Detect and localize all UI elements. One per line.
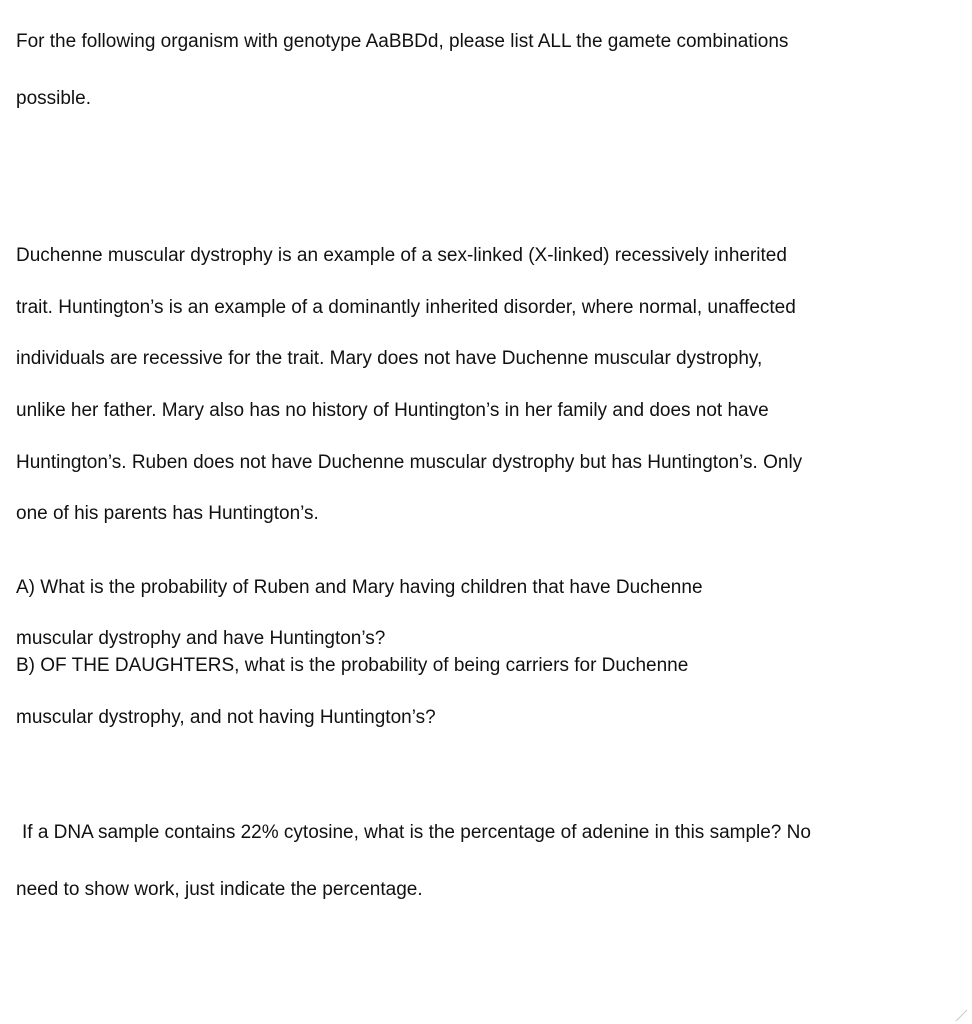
question-2-paragraph-line-1: Duchenne muscular dystrophy is an example of a sex-linked (X-linked) recessively inherited [16,245,787,266]
question-3-line-1: If a DNA sample contains 22% cytosine, what is the percentage of adenine in this sample? No [22,822,811,843]
question-3-line-2: need to show work, just indicate the percentage. [16,879,423,900]
question-2-paragraph-line-2: trait. Huntington’s is an example of a dominantly inherited disorder, where normal, unaffected [16,297,796,318]
resize-handle-icon [954,1008,968,1022]
question-2-part-b-line-2: muscular dystrophy, and not having Huntington’s? [16,707,436,728]
question-2-paragraph-line-4: unlike her father. Mary also has no history of Huntington’s in her family and does not have [16,400,769,421]
question-2-part-b-line-1: B) OF THE DAUGHTERS, what is the probability of being carriers for Duchenne [16,655,689,676]
question-2-paragraph-line-6: one of his parents has Huntington’s. [16,503,319,524]
question-2-paragraph-line-5: Huntington’s. Ruben does not have Duchenne muscular dystrophy but has Huntington’s. Only [16,452,803,473]
question-1-line-2: possible. [16,88,91,109]
question-2-part-a-line-2: muscular dystrophy and have Huntington’s? [16,628,386,649]
question-2-part-a-line-1: A) What is the probability of Ruben and Mary having children that have Duchenne [16,577,703,598]
question-2-paragraph-line-3: individuals are recessive for the trait. Mary does not have Duchenne muscular dystrophy, [16,348,763,369]
question-1-line-1: For the following organism with genotype AaBBDd, please list ALL the gamete combinations [16,31,789,52]
